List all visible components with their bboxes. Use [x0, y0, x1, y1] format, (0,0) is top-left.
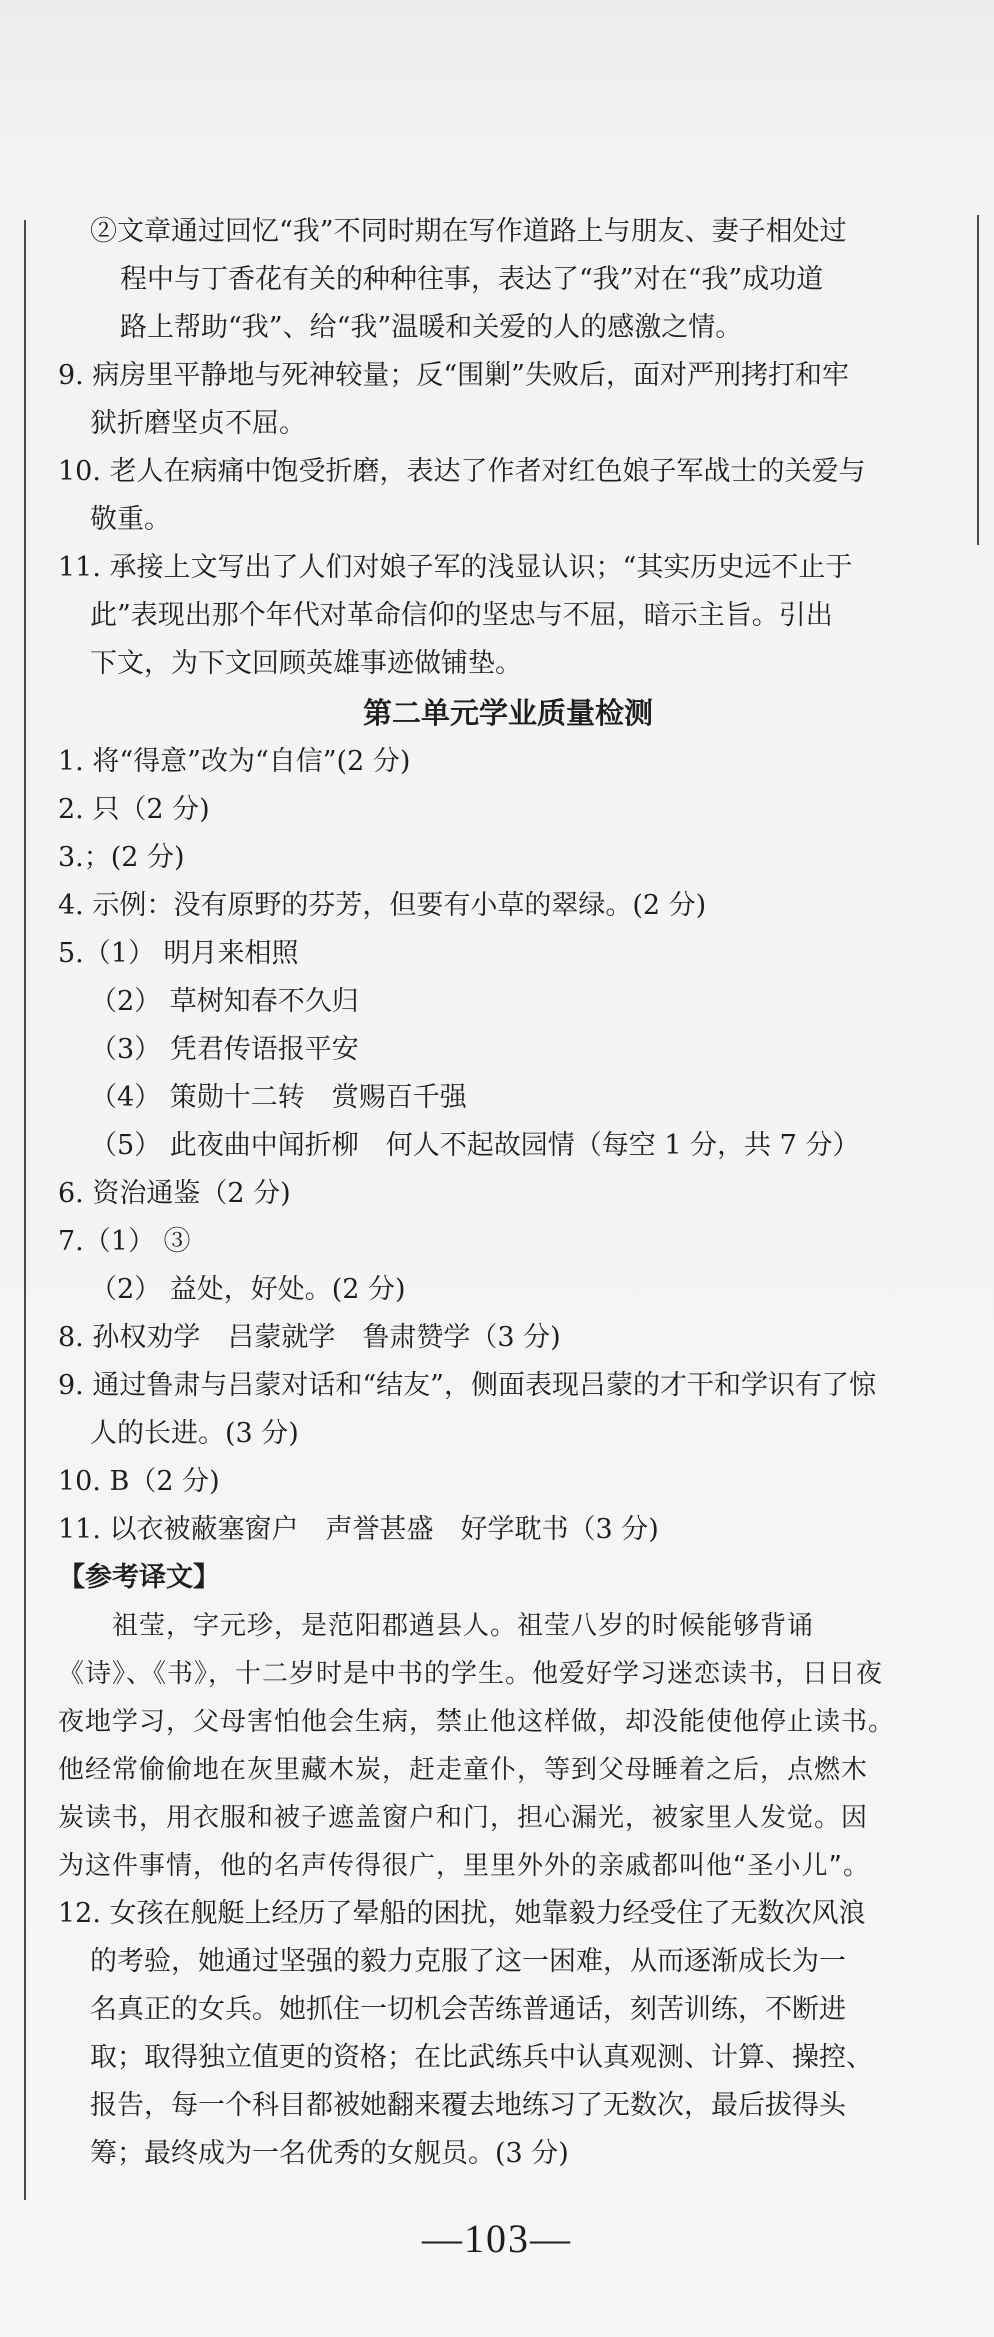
translation-title: 【参考译文】: [58, 1562, 220, 1593]
answer-line: 7.（1） ③: [58, 1226, 191, 1257]
answer-line: 取；取得独立值更的资格；在比武练兵中认真观测、计算、操控、: [90, 2042, 873, 2073]
answer-line: （5） 此夜曲中闻折柳 何人不起故园情（每空 1 分，共 7 分）: [90, 1130, 860, 1161]
page-number: —103—: [422, 2216, 572, 2261]
left-margin-rule: [24, 220, 26, 2200]
answer-line: 的考验，她通过坚强的毅力克服了这一困难，从而逐渐成长为一: [90, 1946, 846, 1977]
answer-line: 筹；最终成为一名优秀的女舰员。(3 分): [90, 2138, 569, 2169]
answer-line: （2） 益处，好处。(2 分): [90, 1274, 406, 1305]
translation-line: 夜地学习，父母害怕他会生病，禁止他这样做，却没能使他停止读书。: [58, 1707, 896, 1737]
answer-line: 狱折磨坚贞不屈。: [90, 408, 306, 439]
answer-line: 11. 以衣被蔽塞窗户 声誉甚盛 好学耽书（3 分): [58, 1514, 659, 1545]
answer-line: 敬重。: [90, 504, 171, 535]
translation-line: 炭读书，用衣服和被子遮盖窗户和门，担心漏光，被家里人发觉。因: [58, 1803, 869, 1833]
answer-line: 8. 孙权劝学 吕蒙就学 鲁肃赞学（3 分): [58, 1322, 561, 1353]
answer-line: 3.；(2 分): [58, 842, 185, 873]
answer-line: 名真正的女兵。她抓住一切机会苦练普通话，刻苦训练，不断进: [90, 1994, 846, 2025]
answer-line: （3） 凭君传语报平安: [90, 1034, 359, 1065]
answer-content: [58, 208, 958, 2178]
answer-line: 下文，为下文回顾英雄事迹做铺垫。: [90, 648, 522, 679]
answer-line: 人的长进。(3 分): [90, 1418, 299, 1449]
answer-line: 4. 示例：没有原野的芬芳，但要有小草的翠绿。(2 分): [58, 890, 707, 921]
answer-line: 6. 资治通鉴（2 分): [58, 1178, 291, 1209]
translation-line: 祖莹，字元珍，是范阳郡遒县人。祖莹八岁的时候能够背诵: [112, 1611, 815, 1641]
translation-line: 他经常偷偷地在灰里藏木炭，赶走童仆，等到父母睡着之后，点燃木: [58, 1755, 869, 1785]
answer-line: ②文章通过回忆“我”不同时期在写作道路上与朋友、妻子相处过: [90, 216, 847, 247]
answer-line: 1. 将“得意”改为“自信”(2 分): [58, 746, 411, 777]
answer-line: 此”表现出那个年代对革命信仰的坚忠与不屈，暗示主旨。引出: [90, 600, 833, 631]
answer-line: 10. B（2 分): [58, 1466, 220, 1497]
section-title: 第二单元学业质量检测: [362, 696, 653, 730]
answer-line: 报告，每一个科目都被她翻来覆去地练习了无数次，最后拔得头: [90, 2090, 846, 2121]
answer-line: 9. 病房里平静地与死神较量；反“围剿”失败后，面对严刑拷打和牢: [58, 360, 849, 391]
translation-line: 《诗》、《书》，十二岁时是中书的学生。他爱好学习迷恋读书，日日夜: [58, 1659, 884, 1689]
answer-line: 12. 女孩在舰艇上经历了晕船的困扰，她靠毅力经受住了无数次风浪: [58, 1898, 866, 1929]
answer-line: （4） 策勋十二转 赏赐百千强: [90, 1082, 467, 1113]
right-margin-rule: [977, 215, 979, 545]
answer-line: 10. 老人在病痛中饱受折磨，表达了作者对红色娘子军战士的关爱与: [58, 456, 866, 487]
answer-line: 2. 只（2 分): [58, 794, 210, 825]
answer-line: 5.（1） 明月来相照: [58, 938, 299, 969]
answer-line: 路上帮助“我”、给“我”温暖和关爱的人的感激之情。: [120, 312, 743, 343]
answer-line: 程中与丁香花有关的种种往事，表达了“我”对在“我”成功道: [120, 264, 824, 295]
answer-line: 11. 承接上文写出了人们对娘子军的浅显认识；“其实历史远不止于: [58, 552, 853, 583]
translation-line: 为这件事情，他的名声传得很广，里里外外的亲戚都叫他“圣小儿”。: [58, 1851, 870, 1881]
answer-line: （2） 草树知春不久归: [90, 986, 359, 1017]
answer-line: 9. 通过鲁肃与吕蒙对话和“结友”，侧面表现吕蒙的才干和学识有了惊: [58, 1370, 876, 1401]
